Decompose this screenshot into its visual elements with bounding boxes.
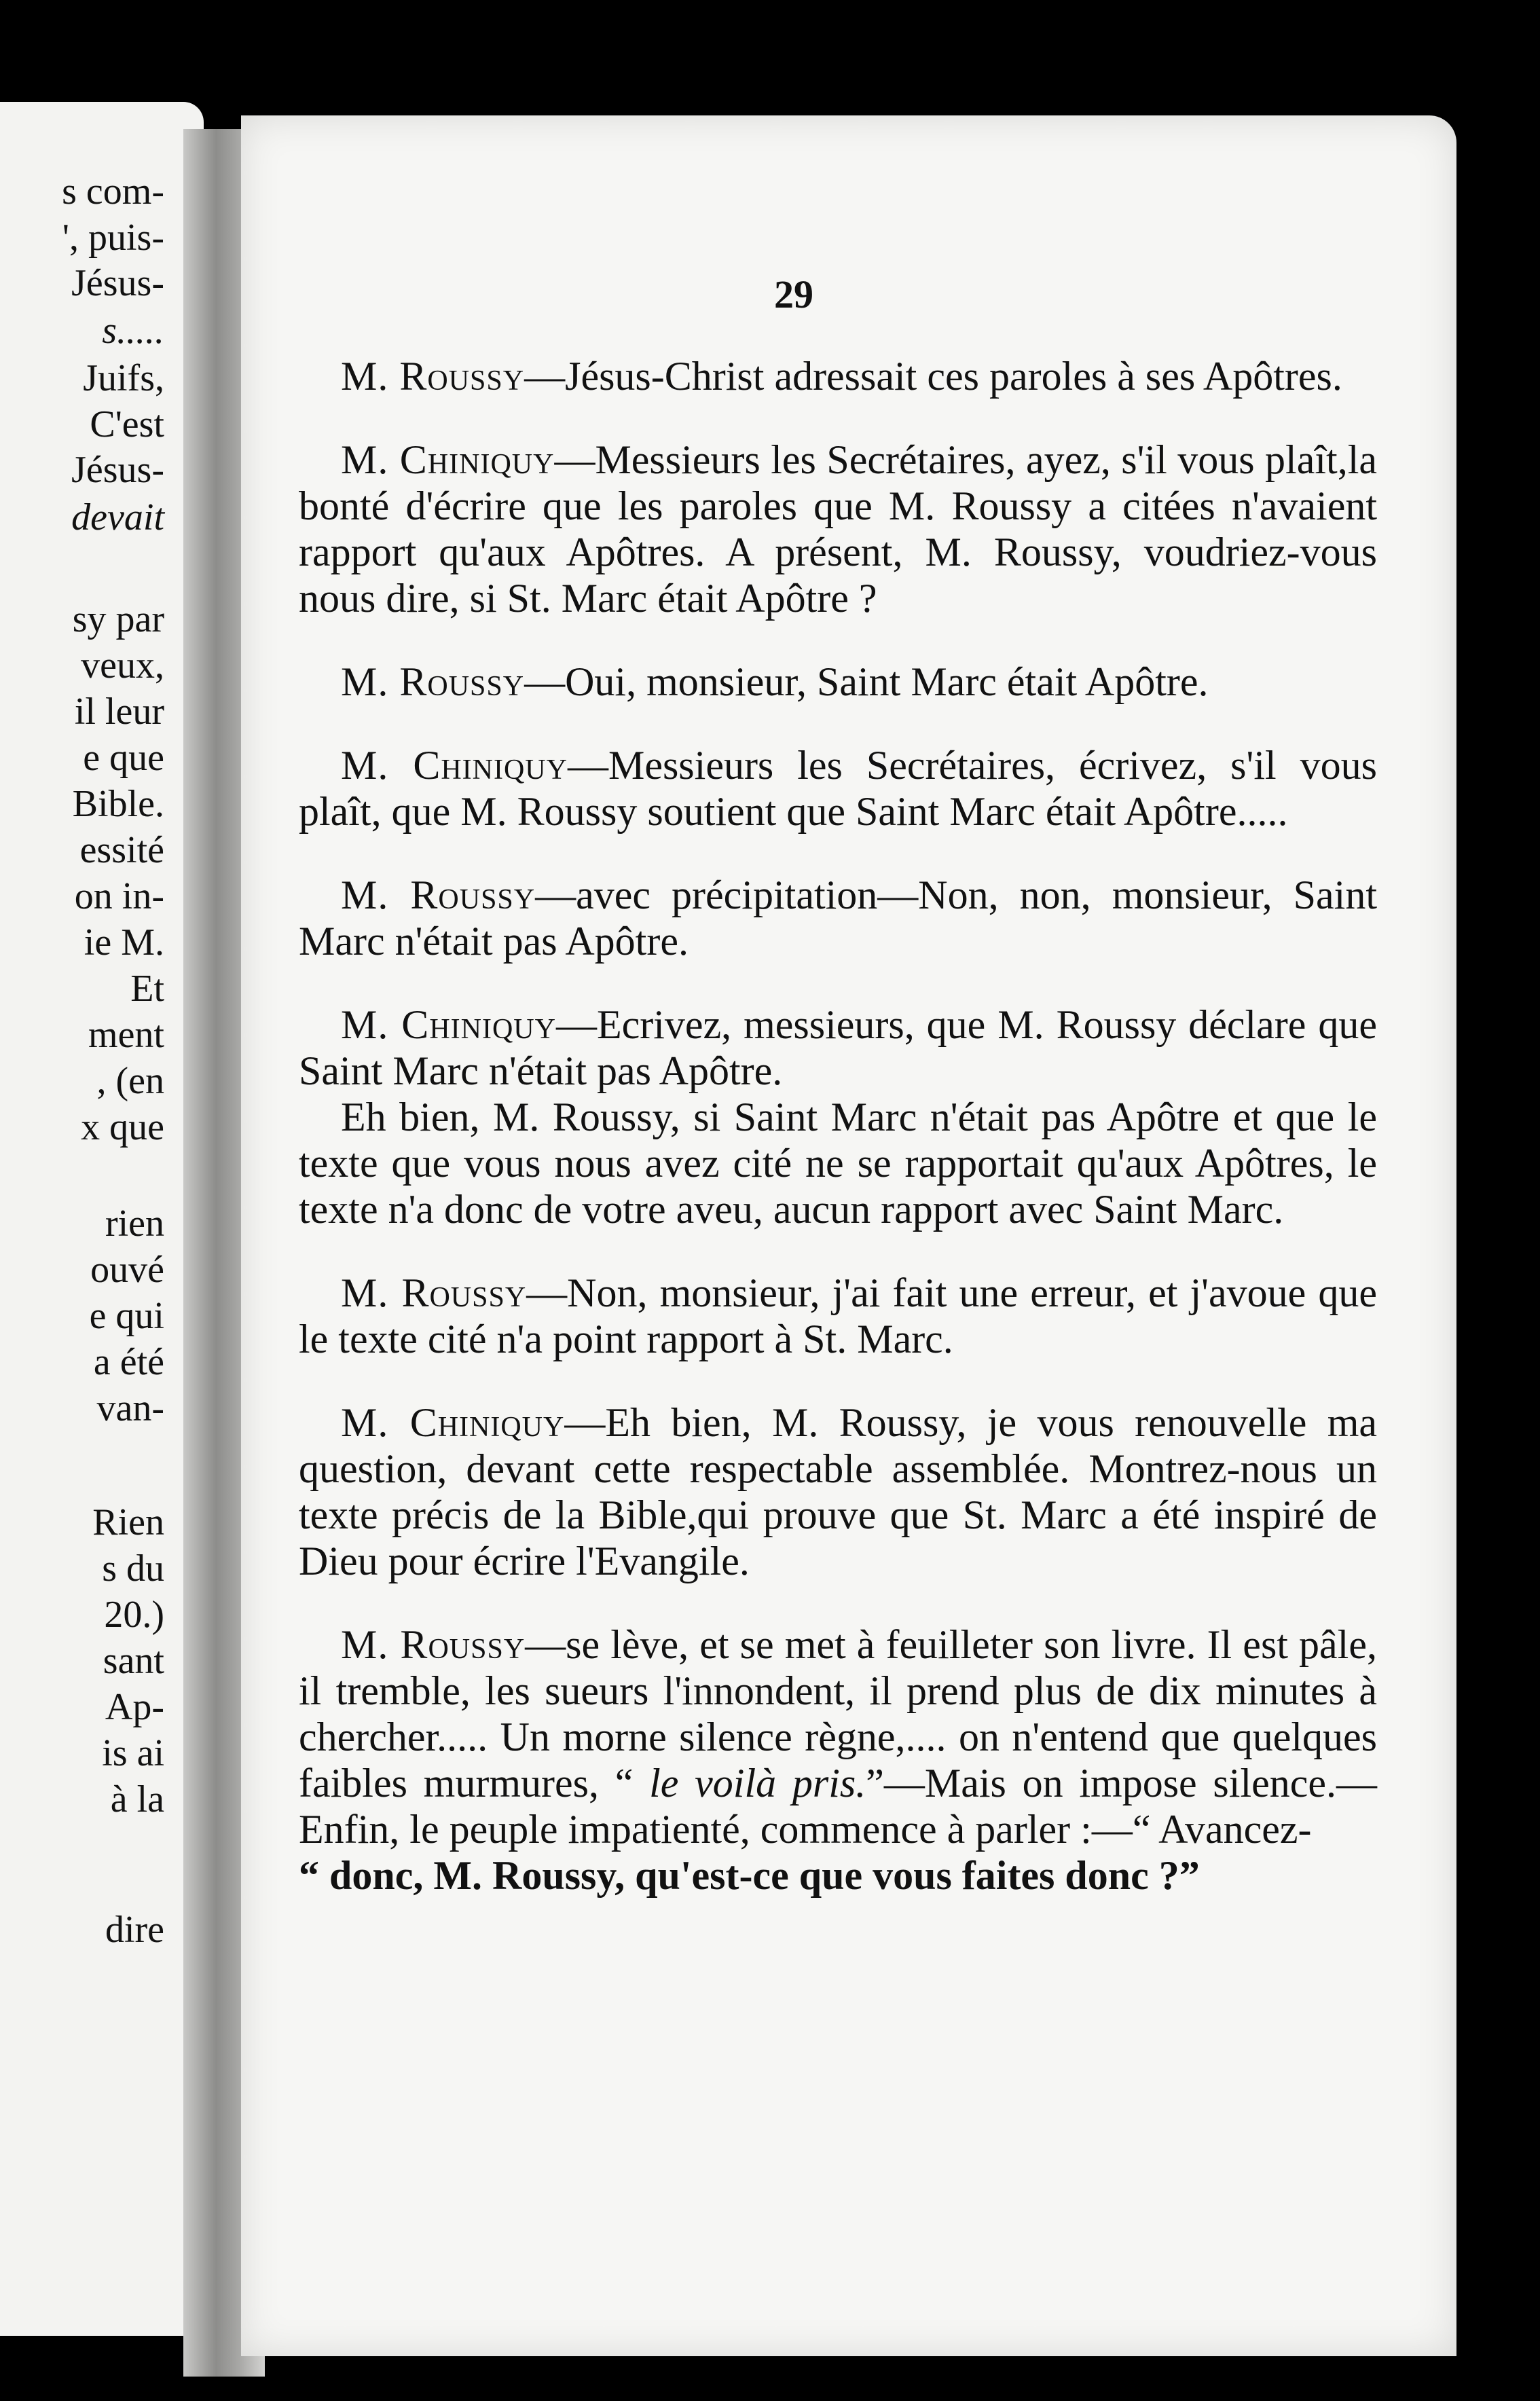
speaker: M. Roussy (341, 1622, 526, 1667)
left-page-line: is ai (102, 1732, 164, 1774)
left-page-line: ouvé (90, 1249, 164, 1291)
left-page-edge (0, 102, 204, 2336)
italic-quote: le voilà pris. (649, 1761, 866, 1806)
dialogue-text: Eh bien, M. Roussy, si Saint Marc n'était pas Apôtre et que le texte que vous nous avez cité ne se rapportait qu'aux Apôtres, le texte n'a donc de votre aveu, aucun rapport avec Saint Marc. (299, 1095, 1377, 1232)
page-number: 29 (774, 272, 813, 316)
dialogue-text: —Oui, monsieur, Saint Marc était Apôtre. (524, 659, 1209, 704)
speaker: M. Roussy (341, 354, 525, 399)
speaker: M. Chiniquy (341, 1400, 565, 1445)
paragraph-7 (299, 1094, 1377, 1232)
left-page-line: dire (105, 1909, 164, 1951)
speaker: M. Roussy (341, 659, 525, 704)
left-page-line: ', puis- (62, 217, 164, 259)
left-page-line: s du (102, 1547, 164, 1590)
paragraph-2 (299, 437, 1377, 621)
left-page-line: s com- (62, 170, 164, 213)
left-page-line: 20.) (104, 1594, 164, 1636)
left-page-line: il leur (74, 691, 164, 733)
dialogue-text: —Messieurs les Secrétaires, écrivez, s'il vous plaît, que M. Roussy soutient que Saint Marc était Apôtre..... (299, 743, 1377, 834)
left-page-line: Rien (92, 1501, 164, 1543)
speaker: M. Chiniquy (341, 437, 555, 482)
paragraph-8 (299, 1270, 1377, 1362)
left-page-line: e que (83, 737, 164, 779)
left-page-line: Jésus- (71, 449, 164, 491)
left-page-line: rien (105, 1203, 164, 1245)
left-page-line: sant (103, 1640, 164, 1682)
left-page-line: Ap- (105, 1686, 164, 1728)
left-page-line: à la (110, 1778, 164, 1820)
paragraph-4 (299, 742, 1377, 835)
quote-open: “ (615, 1761, 650, 1806)
paragraph-11 (299, 1852, 1377, 1899)
left-page-line: ment (88, 1014, 164, 1056)
dialogue-text: —avec précipitation—Non, non, monsieur, Saint Marc n'était pas Apôtre. (299, 873, 1377, 964)
paragraph-6 (299, 1002, 1377, 1094)
left-page-line: a été (93, 1341, 164, 1383)
left-page-line: devait (71, 496, 164, 538)
dialogue-text: —Ecrivez, messieurs, que M. Roussy déclare que Saint Marc n'était pas Apôtre. (299, 1002, 1377, 1093)
paragraph-10 (299, 1621, 1377, 1852)
dialogue-text: ”—Mais on impose silence.—Enfin, le peuple impatienté, commence à parler :—“ Avancez- (299, 1761, 1377, 1852)
left-page-line: x que (81, 1106, 164, 1148)
left-page-line: ie M. (84, 921, 164, 964)
left-page-line: C'est (90, 403, 164, 445)
speaker: M. Chiniquy (341, 1002, 556, 1047)
dialogue-text: —Eh bien, M. Roussy, je vous renouvelle ma question, devant cette respectable assemblée. Montrez-nous un texte précis de la Bible,qui prouve que St. Marc a été inspiré de Dieu pour écrire l'Evangile. (299, 1400, 1377, 1583)
dialogue-text: —Non, monsieur, j'ai fait une erreur, et j'avoue que le texte cité n'a point rapport à St. Marc. (299, 1270, 1377, 1361)
paragraph-3 (299, 659, 1377, 705)
speaker: M. Chiniquy (341, 743, 568, 788)
left-page-line: sy par (72, 598, 164, 640)
left-page-line: Juifs, (83, 357, 164, 399)
left-page-line: van- (96, 1387, 164, 1429)
page-body (299, 353, 1377, 1899)
left-page-line: on in- (74, 875, 164, 917)
dialogue-text: —Messieurs les Secrétaires, ayez, s'il vous plaît,la bonté d'écrire que les paroles que M. Roussy a citées n'avaient rapport qu'aux Apôtres. A présent, M. Roussy, voudriez-vous nous dire, si St. Marc était Apôtre ? (299, 437, 1377, 621)
left-page-line: veux, (81, 644, 164, 686)
paragraph-1 (299, 353, 1377, 399)
left-page-line: essité (79, 829, 164, 871)
left-page-line: e qui (89, 1295, 164, 1337)
left-page-line: s..... (102, 310, 164, 352)
left-page-line: Jésus- (71, 262, 164, 304)
left-page-line: Et (130, 968, 164, 1010)
dialogue-text: “ donc, M. Roussy, qu'est-ce que vous faites donc ?” (299, 1853, 1200, 1898)
paragraph-5 (299, 872, 1377, 964)
speaker: M. Roussy (341, 873, 536, 917)
paragraph-9 (299, 1399, 1377, 1584)
dialogue-text: —se lève, et se met à feuilleter son livre. Il est pâle, il tremble, les sueurs l'innondent, il prend plus de dix minutes à chercher..... Un morne silence règne,.... on n'entend que quelques faibles murmures, (299, 1622, 1377, 1806)
dialogue-text: —Jésus-Christ adressait ces paroles à ses Apôtres. (524, 354, 1342, 399)
speaker: M. Roussy (341, 1270, 527, 1315)
left-page-line: Bible. (72, 783, 164, 825)
left-page-line: , (en (96, 1060, 164, 1102)
